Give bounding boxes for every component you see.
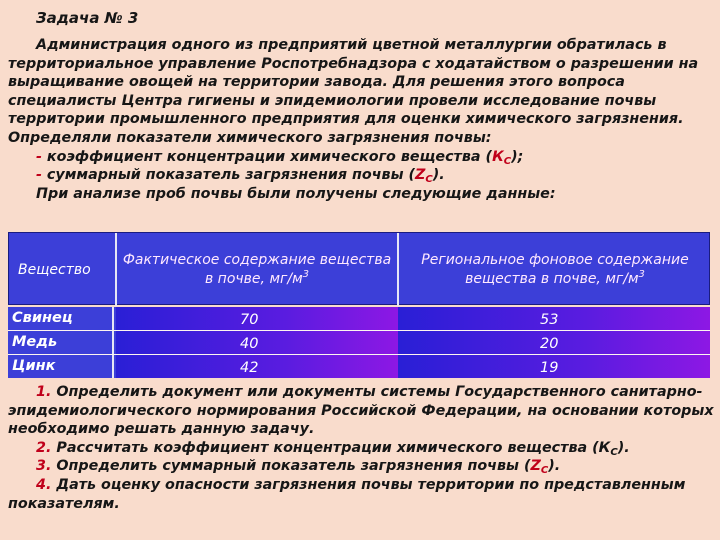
row-name: Свинец — [8, 307, 114, 330]
row-actual: 40 — [116, 331, 398, 354]
header-actual: Фактическое содержание вещества в почве, $мг/м^3$ — [122, 251, 392, 287]
task-item-4: 4. Дать оценку опасности загрязнения почвы территории по представленным показателям. — [8, 476, 686, 512]
table-row — [8, 331, 710, 354]
task-list — [8, 383, 720, 513]
task-title: Задача № 3 — [36, 9, 139, 27]
intro-text: Администрация одного из предприятий цветной металлургии обратилась в территориальное управление Роспотребнадзора с ходатайством о разрешении на выращивание овощей на территории завода. Для решения этого вопроса специалисты Центра гигиены и эпидемиологии провели исследование почвы территории промышленного предприятия для оценки химического загрязнения. Определяли показатели химического загрязнения почвы: — [8, 37, 699, 146]
row-name: Медь — [8, 331, 114, 354]
header-regional: Региональное фоновое содержание вещества в почве, $мг/м^3$ — [421, 251, 689, 287]
task-item-3: 3. Определить суммарный показатель загрязнения почвы $(Z_C)$. — [36, 458, 561, 477]
row-regional: 19 — [398, 355, 710, 378]
table-row — [8, 355, 710, 378]
row-regional: 53 — [398, 307, 710, 330]
task-item-2: 2. Рассчитать коэффициент концентрации химического вещества $(К_С)$. — [36, 439, 630, 458]
row-name: Цинк — [8, 355, 114, 378]
row-actual: 70 — [116, 307, 398, 330]
bullet-zc: - суммарный показатель загрязнения почвы $(Z_C)$. — [36, 167, 445, 186]
table-row — [8, 307, 710, 330]
data-table — [8, 232, 710, 378]
bullet-kc: - коэффициент концентрации химического вещества $(К_С)$; — [36, 148, 524, 167]
row-actual: 42 — [116, 355, 398, 378]
task-item-1: 1. Определить документ или документы системы Государственного санитарно-эпидемиологического нормирования Российской Федерации, на основании которых необходимо решать данную задачу. — [8, 384, 714, 438]
header-substance: Вещество — [18, 261, 91, 278]
task-description — [8, 36, 720, 203]
table-header — [8, 232, 710, 305]
row-regional: 20 — [398, 331, 710, 354]
after-text: При анализе проб почвы были получены следующие данные: — [36, 185, 556, 202]
